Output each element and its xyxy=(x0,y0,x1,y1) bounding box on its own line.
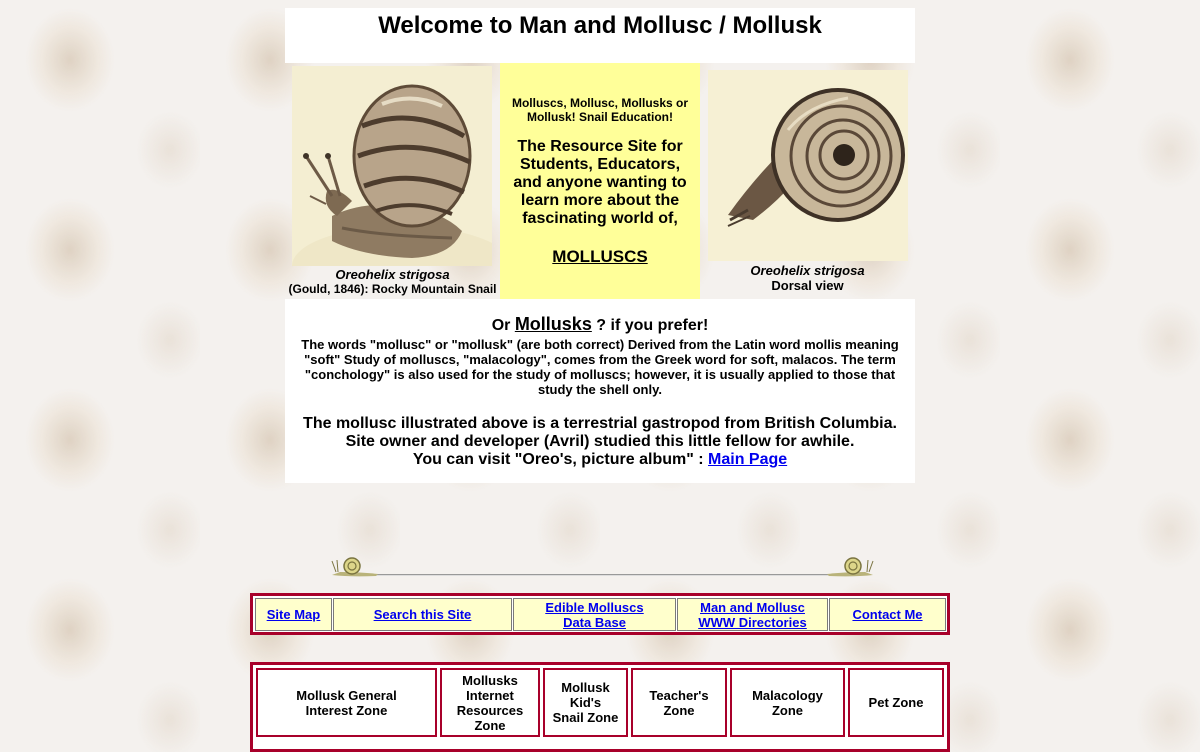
snail-left-icon xyxy=(330,555,380,579)
illustration-note xyxy=(285,415,915,469)
zone-internet-line4: Zone xyxy=(474,717,506,733)
nav-www-directories-line1[interactable]: Man and Mollusc xyxy=(700,599,805,615)
zones-table xyxy=(250,662,950,752)
zone-internet-line3: Resources xyxy=(456,702,524,718)
snail-dorsal-illustration xyxy=(708,70,908,261)
nav-edible-molluscs-line1[interactable]: Edible Molluscs xyxy=(545,599,644,615)
or-prefix: Or xyxy=(491,317,515,334)
zone-malacology-line1: Malacology xyxy=(752,687,823,703)
site-nav-table xyxy=(250,593,950,635)
zone-general-interest[interactable] xyxy=(256,668,437,737)
divider-line xyxy=(370,574,835,576)
left-caption-species: Oreohelix strigosa xyxy=(335,267,450,282)
zone-teachers[interactable] xyxy=(631,668,727,737)
snail-side-illustration xyxy=(292,66,492,266)
snail-photo-side-view xyxy=(292,66,492,266)
zone-internet-line1: Mollusks xyxy=(462,672,518,688)
zone-pet[interactable] xyxy=(848,668,944,737)
intro-tagline: Molluscs, Mollusc, Mollusks or Mollusk! Snail Education! xyxy=(511,96,689,124)
nav-www-directories[interactable] xyxy=(677,598,828,631)
intro-keyword: MOLLUSCS xyxy=(552,247,648,266)
visit-line xyxy=(285,451,915,469)
left-photo-caption xyxy=(285,267,500,297)
zone-kids-line1: Mollusk xyxy=(561,680,610,695)
zone-internet-resources[interactable] xyxy=(440,668,540,737)
nav-edible-molluscs-line2[interactable]: Data Base xyxy=(563,614,626,630)
mollusks-word: Mollusks xyxy=(514,314,592,334)
nav-contact-me[interactable] xyxy=(829,598,946,631)
page-title: Welcome to Man and Mollusc / Mollusk xyxy=(378,12,822,39)
right-photo-caption xyxy=(705,263,910,293)
or-suffix: ? if you prefer! xyxy=(591,317,709,334)
snail-photo-dorsal-view xyxy=(708,70,908,261)
zone-internet-line2: Internet xyxy=(466,687,514,703)
zone-kids-line2: Kid's xyxy=(569,695,602,710)
nav-site-map[interactable] xyxy=(255,598,332,631)
zone-kids-snail[interactable] xyxy=(543,668,628,737)
snail-divider xyxy=(330,555,875,579)
snail-right-icon xyxy=(825,555,875,579)
nav-edible-molluscs[interactable] xyxy=(513,598,676,631)
zone-teachers-line1: Teacher's xyxy=(649,687,709,703)
or-mollusks-line xyxy=(285,314,915,335)
zone-teachers-line2: Zone xyxy=(663,702,695,718)
zone-malacology[interactable] xyxy=(730,668,845,737)
zone-pet-line1: Pet Zone xyxy=(868,695,924,710)
illustration-line-2: Site owner and developer (Avril) studied this little fellow for awhile. xyxy=(345,433,855,450)
title-box xyxy=(285,8,915,63)
main-page-link[interactable]: Main Page xyxy=(708,451,788,468)
nav-site-map-label[interactable]: Site Map xyxy=(266,607,321,622)
right-caption-species: Oreohelix strigosa xyxy=(750,263,865,278)
nav-search-site[interactable] xyxy=(333,598,512,631)
zone-malacology-line2: Zone xyxy=(771,702,804,718)
nav-www-directories-line2[interactable]: WWW Directories xyxy=(698,614,807,630)
zone-general-line2: Interest Zone xyxy=(305,702,388,718)
left-caption-subtitle: (Gould, 1846): Rocky Mountain Snail xyxy=(288,282,497,296)
intro-panel xyxy=(500,63,700,299)
right-caption-subtitle: Dorsal view xyxy=(771,278,844,293)
nav-contact-me-label[interactable]: Contact Me xyxy=(852,607,923,622)
intro-headline: The Resource Site for Students, Educators, and anyone wanting to learn more about the fascinating world of, xyxy=(513,138,687,227)
etymology-paragraph: The words "mollusc" or "mollusk" (are both correct) Derived from the Latin word mollis meaning "soft" Study of molluscs, "malacology", comes from the Greek word for soft, malacos. The term "conchology" is also used for the study of molluscs; however, it is usually applied to those that study the shell only. xyxy=(301,337,899,397)
visit-prefix: You can visit "Oreo's, picture album" : xyxy=(412,451,709,468)
illustration-line-1: The mollusc illustrated above is a terrestrial gastropod from British Columbia. xyxy=(303,415,897,432)
zone-general-line1: Mollusk General xyxy=(296,687,397,703)
intro-text-box xyxy=(285,299,915,483)
zone-kids-line3: Snail Zone xyxy=(552,710,619,725)
nav-search-site-label[interactable]: Search this Site xyxy=(373,607,472,622)
